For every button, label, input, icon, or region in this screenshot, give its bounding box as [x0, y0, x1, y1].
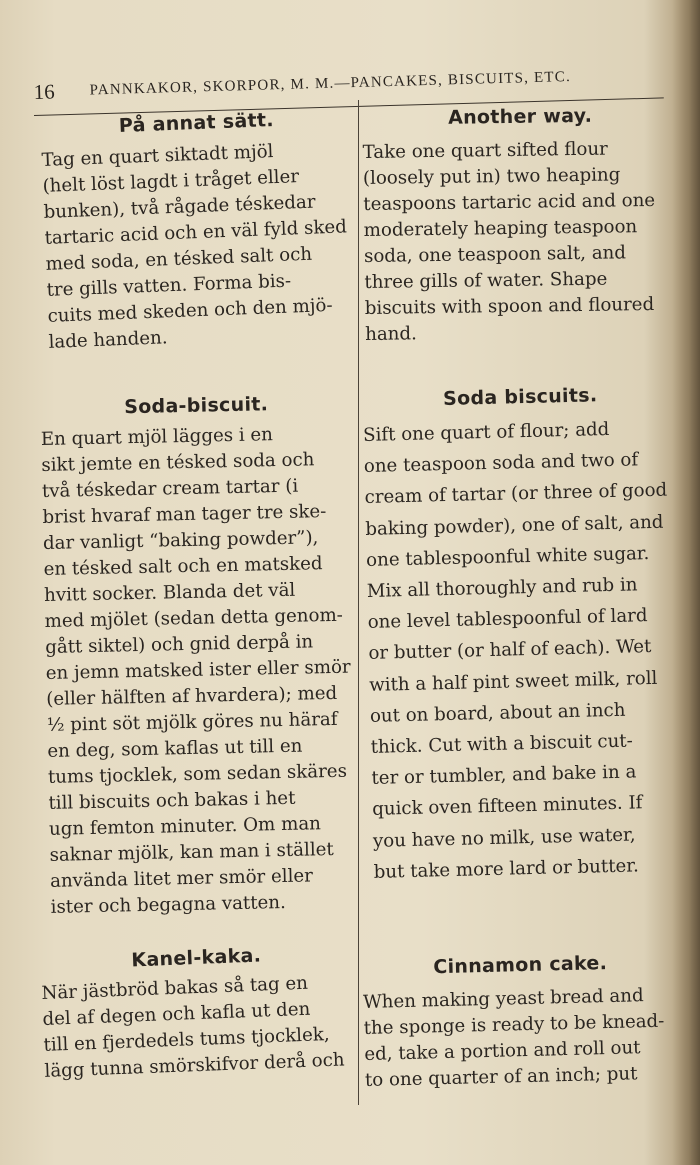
column-divider — [358, 100, 359, 1105]
running-head: PANNKAKOR, SKORPOR, M. M.—PANCAKES, BISCUITS, ETC. — [89, 69, 572, 99]
recipe-kanel-kaka — [40, 941, 357, 1085]
recipe-title: Another way. — [447, 104, 593, 129]
page-header — [33, 60, 673, 104]
page-number: 16 — [33, 79, 55, 104]
recipe-title: Soda-biscuit. — [123, 393, 269, 419]
recipe-soda-biscuit-sv — [40, 391, 363, 920]
recipe-soda-biscuits-en — [362, 382, 690, 888]
recipe-text: Sift one quart of flour; add one teaspoon soda and two of cream of tartar (or three of good baking powder), one of salt, and one tablespoonful white sugar. Mix all thoroughly and rub in one level tablespoonful of lard or butter (or half of each). Wet with a half pint sweet milk, roll out on board, about an inch thick. Cut with a biscuit cut- ter or tumbler, and bake in a quick oven fifteen minutes. If you have no milk, use water, but take more lard or butter. — [362, 418, 668, 883]
recipe-text: Tag en quart siktadt mjöl (helt löst lagdt i tråget eller bunken), två rågade téskedar tartaric acid och en väl fyld sked med soda, en tésked salt och tre gills vatten. Forma bis- cuits med skeden och den mjö- lade handen. — [41, 141, 348, 353]
recipe-title: På annat sätt. — [118, 109, 275, 137]
recipe-pa-annat-satt — [40, 106, 361, 356]
recipe-title: Kanel-kaka. — [131, 944, 262, 972]
recipe-title: Soda biscuits. — [442, 384, 598, 411]
recipe-text: En quart mjöl lägges i en sikt jemte en tésked soda och två téskedar cream tartar (i brist hvaraf man tager tre ske- dar vanligt “baking powder”), en tésked salt och en matsked hvitt socker. Blanda det väl med mjölet (sedan detta genom- gått siktel) och gnid derpå in en jemn matsked ister eller smör (eller hälften af hvardera); med ½ pint söt mjölk göres nu häraf en deg, som kaflas ut till en tums tjocklek, som sedan skäres till biscuits och bakas i het ugn femton minuter. Om man saknar mjölk, kan man i stället använda litet mer smör eller ister och begagna vatten. — [40, 424, 351, 918]
recipe-text: När jästbröd bakas så tag en del af degen och kafla ut den till en fjerdedels tums tjocklek, lägg tunna smörskifvor derå och — [41, 972, 345, 1082]
recipe-cinnamon-cake — [362, 950, 681, 1094]
recipe-text: When making yeast bread and the sponge is ready to be knead- ed, take a portion and roll out to one quarter of an inch; put — [362, 985, 665, 1091]
recipe-title: Cinnamon cake. — [433, 952, 608, 979]
recipe-another-way — [362, 104, 681, 348]
recipe-text: Take one quart sifted flour (loosely put in) two heaping teaspoons tartaric acid and one moderately heaping teaspoon soda, one teaspoon salt, and three gills of water. Shape biscuits with spoon and floured hand. — [362, 138, 656, 345]
